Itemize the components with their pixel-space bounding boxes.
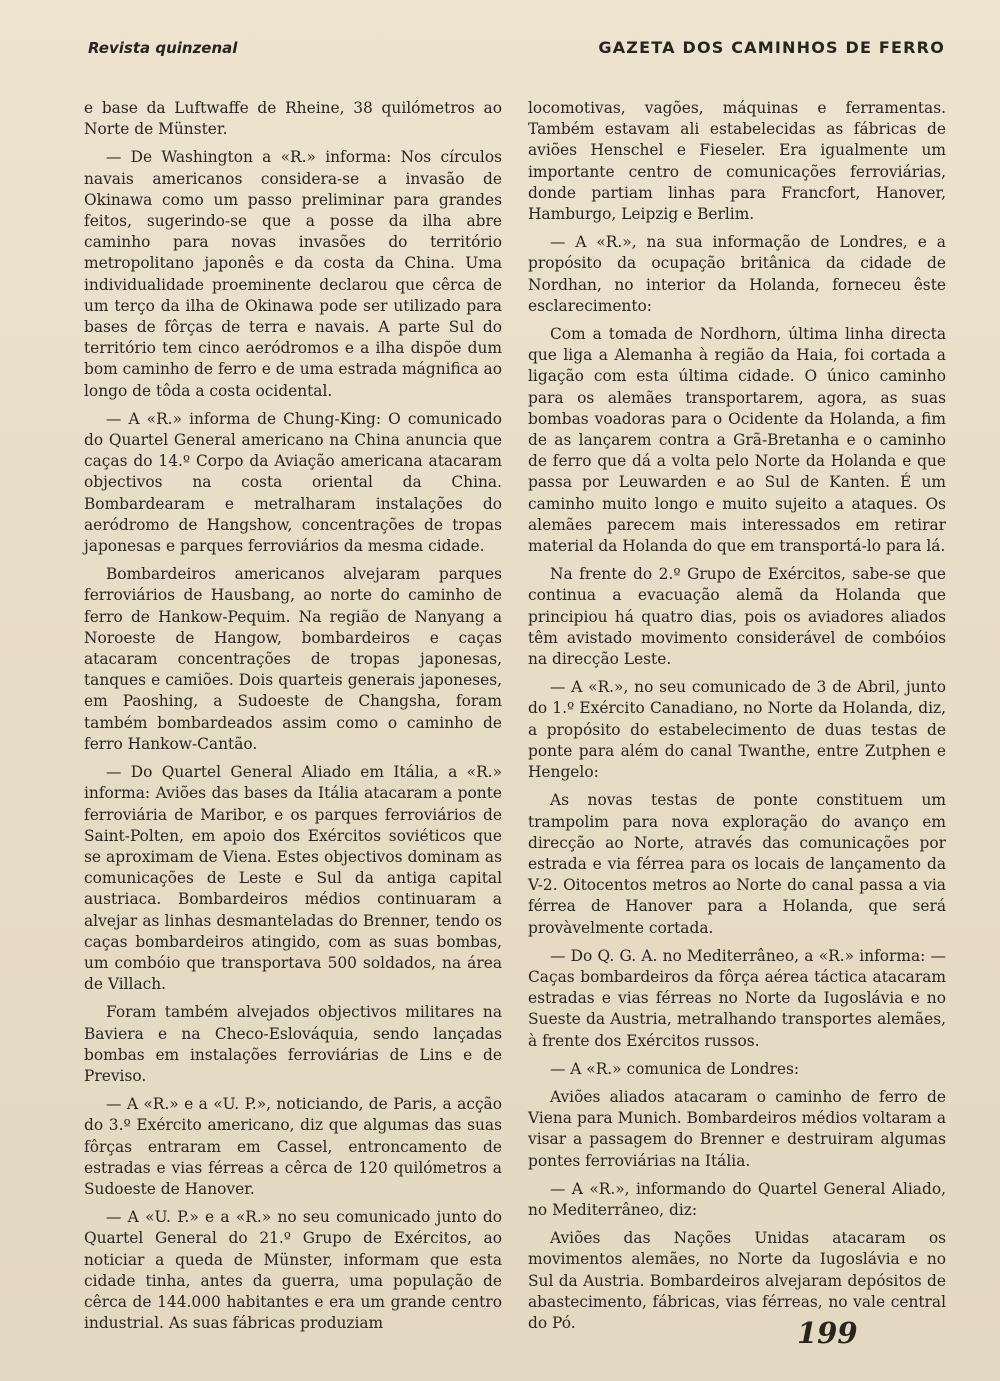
- running-header: [88, 38, 945, 57]
- paragraph: — A «R.» e a «U. P.», noticiando, de Paris, a acção do 3.º Exército americano, diz que algumas das suas fôrças entraram em Cassel, entroncamento de estradas e vias férreas a cêrca de 120 quilómetros a Sudoeste de Hanover.: [84, 1095, 502, 1198]
- paragraph: — A «R.», informando do Quartel General Aliado, no Mediterrâneo, diz:: [528, 1179, 946, 1219]
- paragraph: — A «R.» comunica de Londres:: [550, 1059, 800, 1078]
- paragraph: — A «R.», na sua informação de Londres, e a propósito da ocupação britânica da cidade de Nordhan, no interior da Holanda, forneceu êste esclarecimento:: [528, 233, 946, 315]
- paragraph: Na frente do 2.º Grupo de Exércitos, sabe-se que continua a evacuação alemã da Holanda que principiou há quatro dias, pois os aviadores aliados têm avistado movimento considerável de combóios na direcção Leste.: [528, 565, 946, 669]
- paragraph: e base da Luftwaffe de Rheine, 38 quilómetros ao Norte de Münster.: [84, 99, 502, 139]
- paragraph: — Do Quartel General Aliado em Itália, a «R.» informa: Aviões das bases da Itália atacaram a ponte ferroviária de Maribor, e os parques ferroviários de Saint-Polten, em apoio dos Exércitos soviéticos que se aproximam de Viena. Estes objectivos dominam as comunicações de Leste e Sul da antiga capital austriaca. Bombardeiros médios continuaram a alvejar as linhas desmanteladas do Brenner, tendo os caças bombardeiros atingido, com as suas bombas, um combóio que transportava 500 soldados, na área de Villach.: [84, 763, 502, 994]
- right-column: [528, 98, 946, 1341]
- paragraph: Bombardeiros americanos alvejaram parques ferroviários de Hausbang, ao norte do caminho de ferro de Hankow-Pequim. Na região de Nanyang a Noroeste de Hangow, bombardeiros e caças atacaram concentrações de tropas japonesas, tanques e camiões. Dois quarteis generais japoneses, em Paoshing, a Sudoeste de Changsha, foram também bombardeados assim como o caminho de ferro Hankow-Cantão.: [84, 565, 502, 753]
- left-column: [84, 98, 502, 1341]
- paragraph: — Do Q. G. A. no Mediterrâneo, a «R.» informa: — Caças bombardeiros da fôrça aérea táctica atacaram estradas e vias férreas no Norte da Iugoslávia e no Sueste da Austria, metralhando transportes alemães, à frente dos Exércitos russos.: [528, 946, 946, 1050]
- paragraph: — A «R.» informa de Chung-King: O comunicado do Quartel General americano na China anuncia que caças do 14.º Corpo da Aviação americana atacaram objectivos na costa oriental da China. Bombardearam e metralharam instalações do aeródromo de Hangshow, concentrações de tropas japonesas e parques ferroviários da mesma cidade.: [84, 409, 502, 556]
- paragraph: — De Washington a «R.» informa: Nos círculos navais americanos considera-se a invasão de Okinawa como um passo preliminar para grandes feitos, sugerindo-se que a posse da ilha abre caminho para novas invasões do território metropolitano japonês e da costa da China. Uma individualidade proeminente declarou que cêrca de um terço da ilha de Okinawa pode ser utilizado para bases de fôrças de terra e navais. A parte Sul do território tem cinco aeródromos e a ilha dispõe dum bom caminho de ferro e de uma estrada mágnifica ao longo de tôda a costa ocidental.: [84, 148, 502, 400]
- page-number: 199: [797, 1316, 858, 1350]
- header-publication-title: GAZETA DOS CAMINHOS DE FERRO: [598, 38, 945, 57]
- paragraph: As novas testas de ponte constituem um trampolim para nova exploração do avanço em direcção ao Norte, através das comunicações por estrada e via férrea para os locais de lançamento da V-2. Oitocentos metros ao Norte do canal passa a via férrea de Hanover para a Holanda, que será provàvelmente cortada.: [528, 791, 946, 937]
- paragraph: Com a tomada de Nordhorn, última linha directa que liga a Alemanha à região da Haia, foi cortada a ligação com esta última cidade. O único caminho para os alemães transportarem, agora, as suas bombas voadoras para o Ocidente da Holanda, a fim de as lançarem contra a Grã-Bretanha e o caminho de ferro que dá a volta pelo Norte da Holanda e que passa por Leuwarden e ao Sul de Kanten. É um caminho muito longo e muito sujeito a ataques. Os alemães parecem mais interessados em retirar material da Holanda do que em transportá-lo para lá.: [528, 325, 946, 556]
- paragraph: Aviões das Nações Unidas atacaram os movimentos alemães, no Norte da Iugoslávia e no Sul da Austria. Bombardeiros alvejaram depósitos de abastecimento, fábricas, vias férreas, no vale central do Pó.: [528, 1229, 946, 1332]
- header-left-title: Revista quinzenal: [88, 39, 238, 57]
- paragraph: — A «R.», no seu comunicado de 3 de Abril, junto do 1.º Exército Canadiano, no Norte da Holanda, diz, a propósito do estabelecimento de duas testas de ponte para além do canal Twanthe, entre Zutphen e Hengelo:: [528, 678, 946, 782]
- paragraph: Foram também alvejados objectivos militares na Baviera e na Checo-Eslováquia, sendo lançadas bombas em instalações ferroviárias de Lins e de Previso.: [84, 1003, 502, 1085]
- paragraph: — A «U. P.» e a «R.» no seu comunicado junto do Quartel General do 21.º Grupo de Exércitos, ao noticiar a queda de Münster, informam que esta cidade tinha, antes da guerra, uma população de cêrca de 144.000 habitantes e era um grande centro industrial. As suas fábricas produziam: [84, 1208, 502, 1333]
- paragraph: Aviões aliados atacaram o caminho de ferro de Viena para Munich. Bombardeiros médios voltaram a visar a passagem do Brenner e destruiram algumas pontes ferroviárias na Itália.: [528, 1087, 946, 1170]
- paragraph: locomotivas, vagões, máquinas e ferramentas. Também estavam ali estabelecidas as fábricas de aviões Henschel e Fieseler. Era igualmente um importante centro de comunicações ferroviárias, donde partiam linhas para Francfort, Hanover, Hamburgo, Leipzig e Berlim.: [528, 99, 946, 224]
